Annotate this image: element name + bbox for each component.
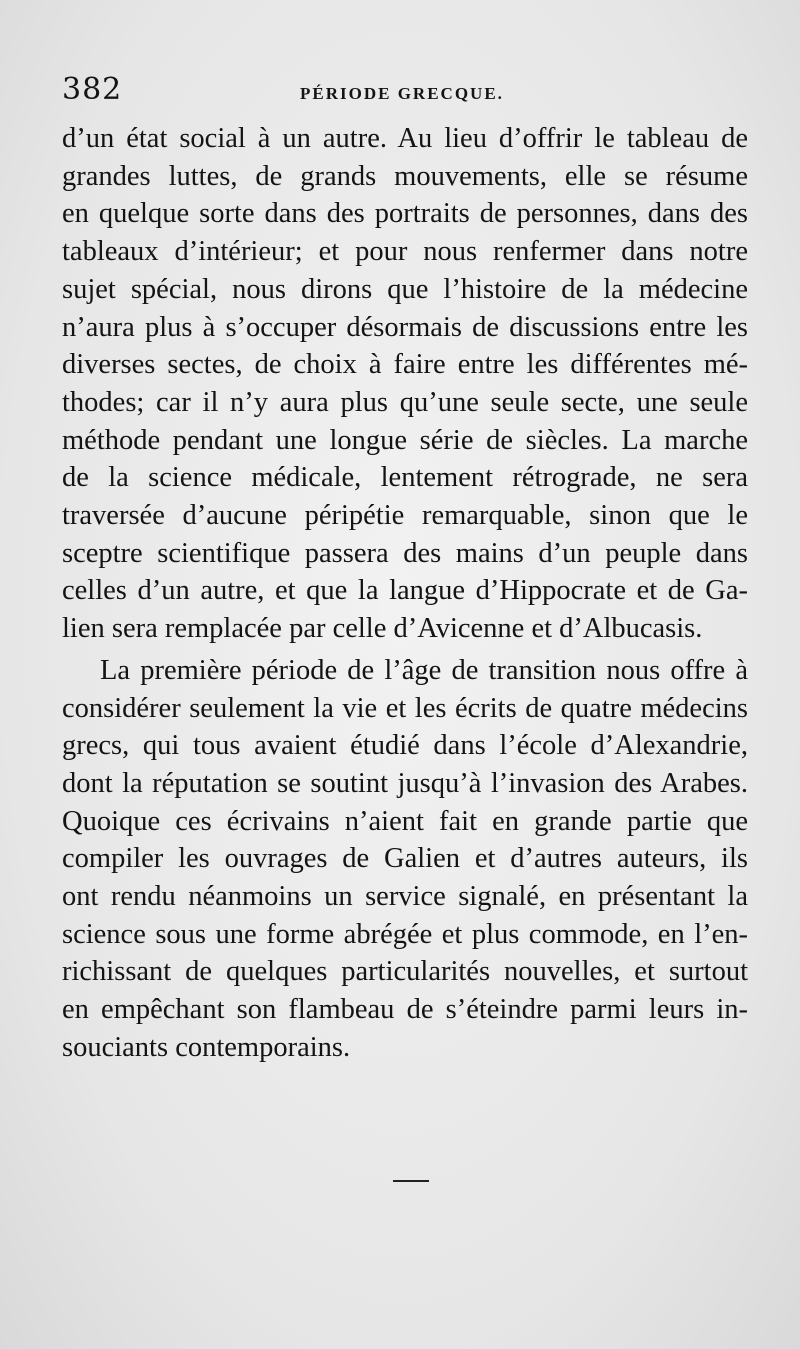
text-line: richissant de quelques particularités nouvelles, et surtout — [62, 956, 748, 988]
text-line: souciants contemporains. — [62, 1031, 351, 1063]
text-line: en empêchant son flambeau de s’éteindre parmi leurs in- — [62, 994, 748, 1026]
text-line: grecs, qui tous avaient étudié dans l’école d’Alexandrie, — [62, 730, 748, 762]
text-line: diverses sectes, de choix à faire entre les différentes mé- — [62, 349, 748, 381]
text-line: lien sera remplacée par celle d’Avicenne et d’Albucasis. — [62, 613, 703, 645]
text-line: d’un état social à un autre. Au lieu d’offrir le tableau de — [62, 123, 748, 154]
text-line: méthode pendant une longue série de siècles. La marche — [62, 424, 748, 456]
running-head — [62, 72, 742, 112]
text-line: n’aura plus à s’occuper désormais de discussions entre les — [62, 311, 748, 343]
paragraph-2 — [62, 652, 748, 1067]
body-text — [62, 120, 748, 1067]
text-line: grandes luttes, de grands mouvements, elle se résume — [62, 160, 748, 192]
text-line: La première période de l’âge de transition nous offre à — [100, 654, 748, 686]
text-line: tableaux d’intérieur; et pour nous renfermer dans notre — [62, 236, 748, 268]
text-line: compiler les ouvrages de Galien et d’autres auteurs, ils — [62, 843, 748, 875]
text-line: sceptre scientifique passera des mains d’un peuple dans — [62, 537, 748, 569]
running-title: PÉRIODE GRECQUE. — [300, 84, 504, 103]
text-line: thodes; car il n’y aura plus qu’une seule secte, une seule — [62, 386, 748, 418]
text-line: dont la réputation se soutint jusqu’à l’invasion des Arabes. — [62, 767, 748, 799]
text-line: de la science médicale, lentement rétrograde, ne sera — [62, 462, 748, 494]
page-number: 382 — [62, 72, 123, 107]
text-line: traversée d’aucune péripétie remarquable, sinon que le — [62, 500, 748, 532]
text-line: ont rendu néanmoins un service signalé, en présentant la — [62, 881, 748, 913]
paragraph-1 — [62, 120, 748, 648]
text-line: Quoique ces écrivains n’aient fait en grande partie que — [62, 805, 748, 837]
section-end-rule — [393, 1180, 429, 1182]
text-line: celles d’un autre, et que la langue d’Hippocrate et de Ga- — [62, 575, 748, 607]
text-line: considérer seulement la vie et les écrits de quatre médecins — [62, 692, 748, 724]
text-line: en quelque sorte dans des portraits de personnes, dans des — [62, 198, 748, 230]
text-line: science sous une forme abrégée et plus commode, en l’en- — [62, 918, 748, 950]
text-line: sujet spécial, nous dirons que l’histoire de la médecine — [62, 273, 748, 305]
